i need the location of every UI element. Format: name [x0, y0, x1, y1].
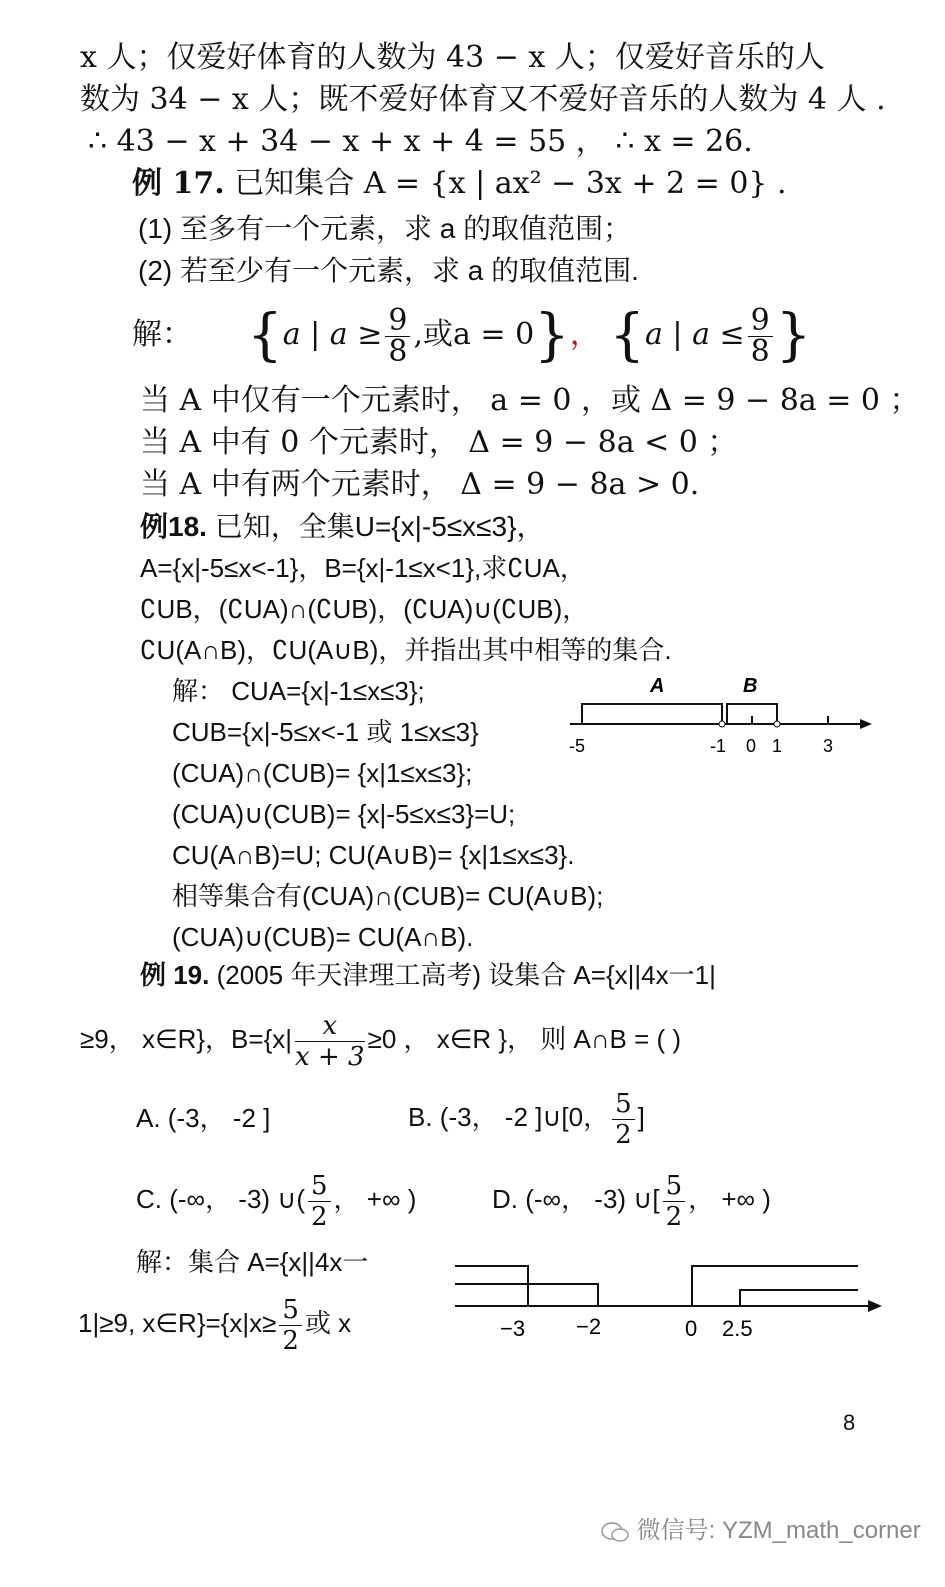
case-line: 当 A 中有 0 个元素时， Δ = 9 − 8a < 0 ； — [140, 425, 738, 460]
axis-arrow-icon — [860, 719, 872, 729]
solution-line: 1|≥9, x∈R}={x|x≥ $\frac{5}{2}$ 或 x — [78, 1294, 352, 1356]
text-line: ∁U(A∩B)，∁U(A∪B)，并指出其中相等的集合. — [140, 635, 672, 665]
tick-label: -5 — [569, 736, 586, 756]
option-a: A. (-3， -2 ] — [136, 1103, 271, 1133]
tick-label: −2 — [576, 1314, 602, 1339]
problem-stem: 已知，全集U={x|-5≤x≤3}， — [214, 511, 545, 542]
tick-label: 1 — [772, 736, 783, 756]
text-line: ∴ 43 − x + 34 − x + x + 4 = 55 ， ∴ x = 26. — [88, 124, 753, 159]
example-19-heading — [140, 957, 716, 993]
fraction: $\frac{5}{2}$ — [279, 1295, 302, 1356]
solution-line: 相等集合有(CUA)∩(CUB)= CU(A∪B); — [172, 881, 604, 911]
example-17-heading — [132, 166, 787, 202]
region-boundary — [692, 1266, 858, 1306]
solution-label: 解： — [132, 317, 192, 352]
text-fragment: ≥9， x∈R}，B={x| — [80, 1024, 293, 1054]
axis-arrow-icon — [868, 1300, 882, 1312]
region-boundary — [740, 1290, 858, 1306]
number-line-diagram — [450, 1256, 890, 1356]
region-boundary — [455, 1284, 598, 1306]
set-expr: a | a ≥ — [282, 317, 383, 352]
tick-label: −3 — [500, 1316, 526, 1341]
example-title: 例 19. — [140, 960, 210, 990]
right-brace: } — [775, 303, 812, 368]
text-line: ∁UB，(∁UA)∩(∁UB)，(∁UA)∪(∁UB)， — [140, 594, 589, 624]
example-title: 例 17. — [132, 166, 225, 201]
text-line: A={x|-5≤x<-1}，B={x|-1≤x<1},求∁UA， — [140, 553, 586, 583]
watermark-text: 微信号: YZM_math_corner — [636, 1517, 921, 1544]
text-line: x 人；仅爱好体育的人数为 43 − x 人；仅爱好音乐的人 — [80, 40, 825, 75]
open-endpoint — [774, 721, 780, 727]
fraction: $\frac{5}{2}$ — [663, 1171, 686, 1232]
page-number: 8 — [843, 1410, 856, 1435]
solution-17-answer — [132, 300, 811, 370]
question-2: (2) 若至少有一个元素，求 a 的取值范围. — [138, 255, 639, 286]
problem-stem: 已知集合 A = {x | ax² − 3x + 2 = 0} . — [234, 166, 787, 201]
text-line: 数为 34 − x 人；既不爱好体育又不爱好音乐的人数为 4 人 . — [80, 82, 886, 117]
open-endpoint — [719, 721, 725, 727]
option-c: C. (-∞， -3) ∪( $\frac{5}{2}$ ， +∞ ) — [136, 1170, 417, 1232]
solution-line: (CUA)∪(CUB)= CU(A∩B). — [172, 922, 474, 952]
case-line: 当 A 中仅有一个元素时， a = 0 ，或 Δ = 9 − 8a = 0 ； — [140, 383, 920, 418]
question-1: (1) 至多有一个元素，求 a 的取值范围； — [138, 213, 632, 244]
set-expr: a | a ≤ — [645, 317, 745, 352]
tick-label: 0 — [685, 1316, 698, 1341]
left-brace: { — [247, 303, 283, 368]
case-line: 当 A 中有两个元素时， Δ = 9 − 8a > 0. — [140, 467, 700, 502]
set-label-b: B — [743, 675, 758, 697]
option-d: D. (-∞， -3) ∪[ $\frac{5}{2}$ ， +∞ ) — [492, 1170, 771, 1232]
solution-line: CUB={x|-5≤x<-1 或 1≤x≤3} — [172, 717, 479, 747]
tick-label: 2.5 — [722, 1316, 753, 1341]
solution-line: 解：集合 A={x||4x一 — [136, 1247, 369, 1277]
option-b: B. (-3， -2 ]∪[0， $\frac{5}{2}$ ] — [408, 1088, 645, 1150]
tick-label: 0 — [746, 736, 757, 756]
solution-line: CU(A∩B)=U; CU(A∪B)= {x|1≤x≤3}. — [172, 840, 575, 870]
fraction: $\frac{5}{2}$ — [612, 1089, 635, 1150]
left-brace: { — [609, 303, 645, 368]
set-expr: ,或a = 0 — [413, 317, 535, 352]
fraction: $\frac{9}{8}$ — [748, 306, 773, 367]
number-line-diagram — [560, 668, 880, 768]
right-brace: } — [534, 303, 570, 368]
fraction: $\frac{9}{8}$ — [385, 306, 410, 367]
interval-a — [582, 704, 722, 724]
tick-label: 3 — [823, 736, 834, 756]
example-title: 例18. — [140, 511, 207, 542]
text-fragment: ≥0 ， x∈R }， 则 A∩B = ( ) — [367, 1024, 682, 1054]
tick-label: -1 — [710, 736, 727, 756]
set-label-a: A — [650, 675, 665, 697]
watermark — [600, 1510, 921, 1545]
fraction: $\frac{x}{x + 3}$ — [295, 1010, 365, 1072]
solution-line: (CUA)∩(CUB)= {x|1≤x≤3}; — [172, 758, 473, 788]
problem-line — [80, 1004, 681, 1074]
separator: ， — [569, 317, 600, 352]
problem-stem: (2005 年天津理工高考) 设集合 A={x||4x一1| — [216, 960, 716, 990]
region-boundary — [455, 1266, 528, 1306]
fraction: $\frac{5}{2}$ — [308, 1171, 331, 1232]
solution-line: (CUA)∪(CUB)= {x|-5≤x≤3}=U; — [172, 799, 516, 829]
wechat-icon — [600, 1519, 630, 1545]
solution-line: 解： CUA={x|-1≤x≤3}; — [172, 676, 425, 706]
example-18-heading — [140, 509, 544, 545]
